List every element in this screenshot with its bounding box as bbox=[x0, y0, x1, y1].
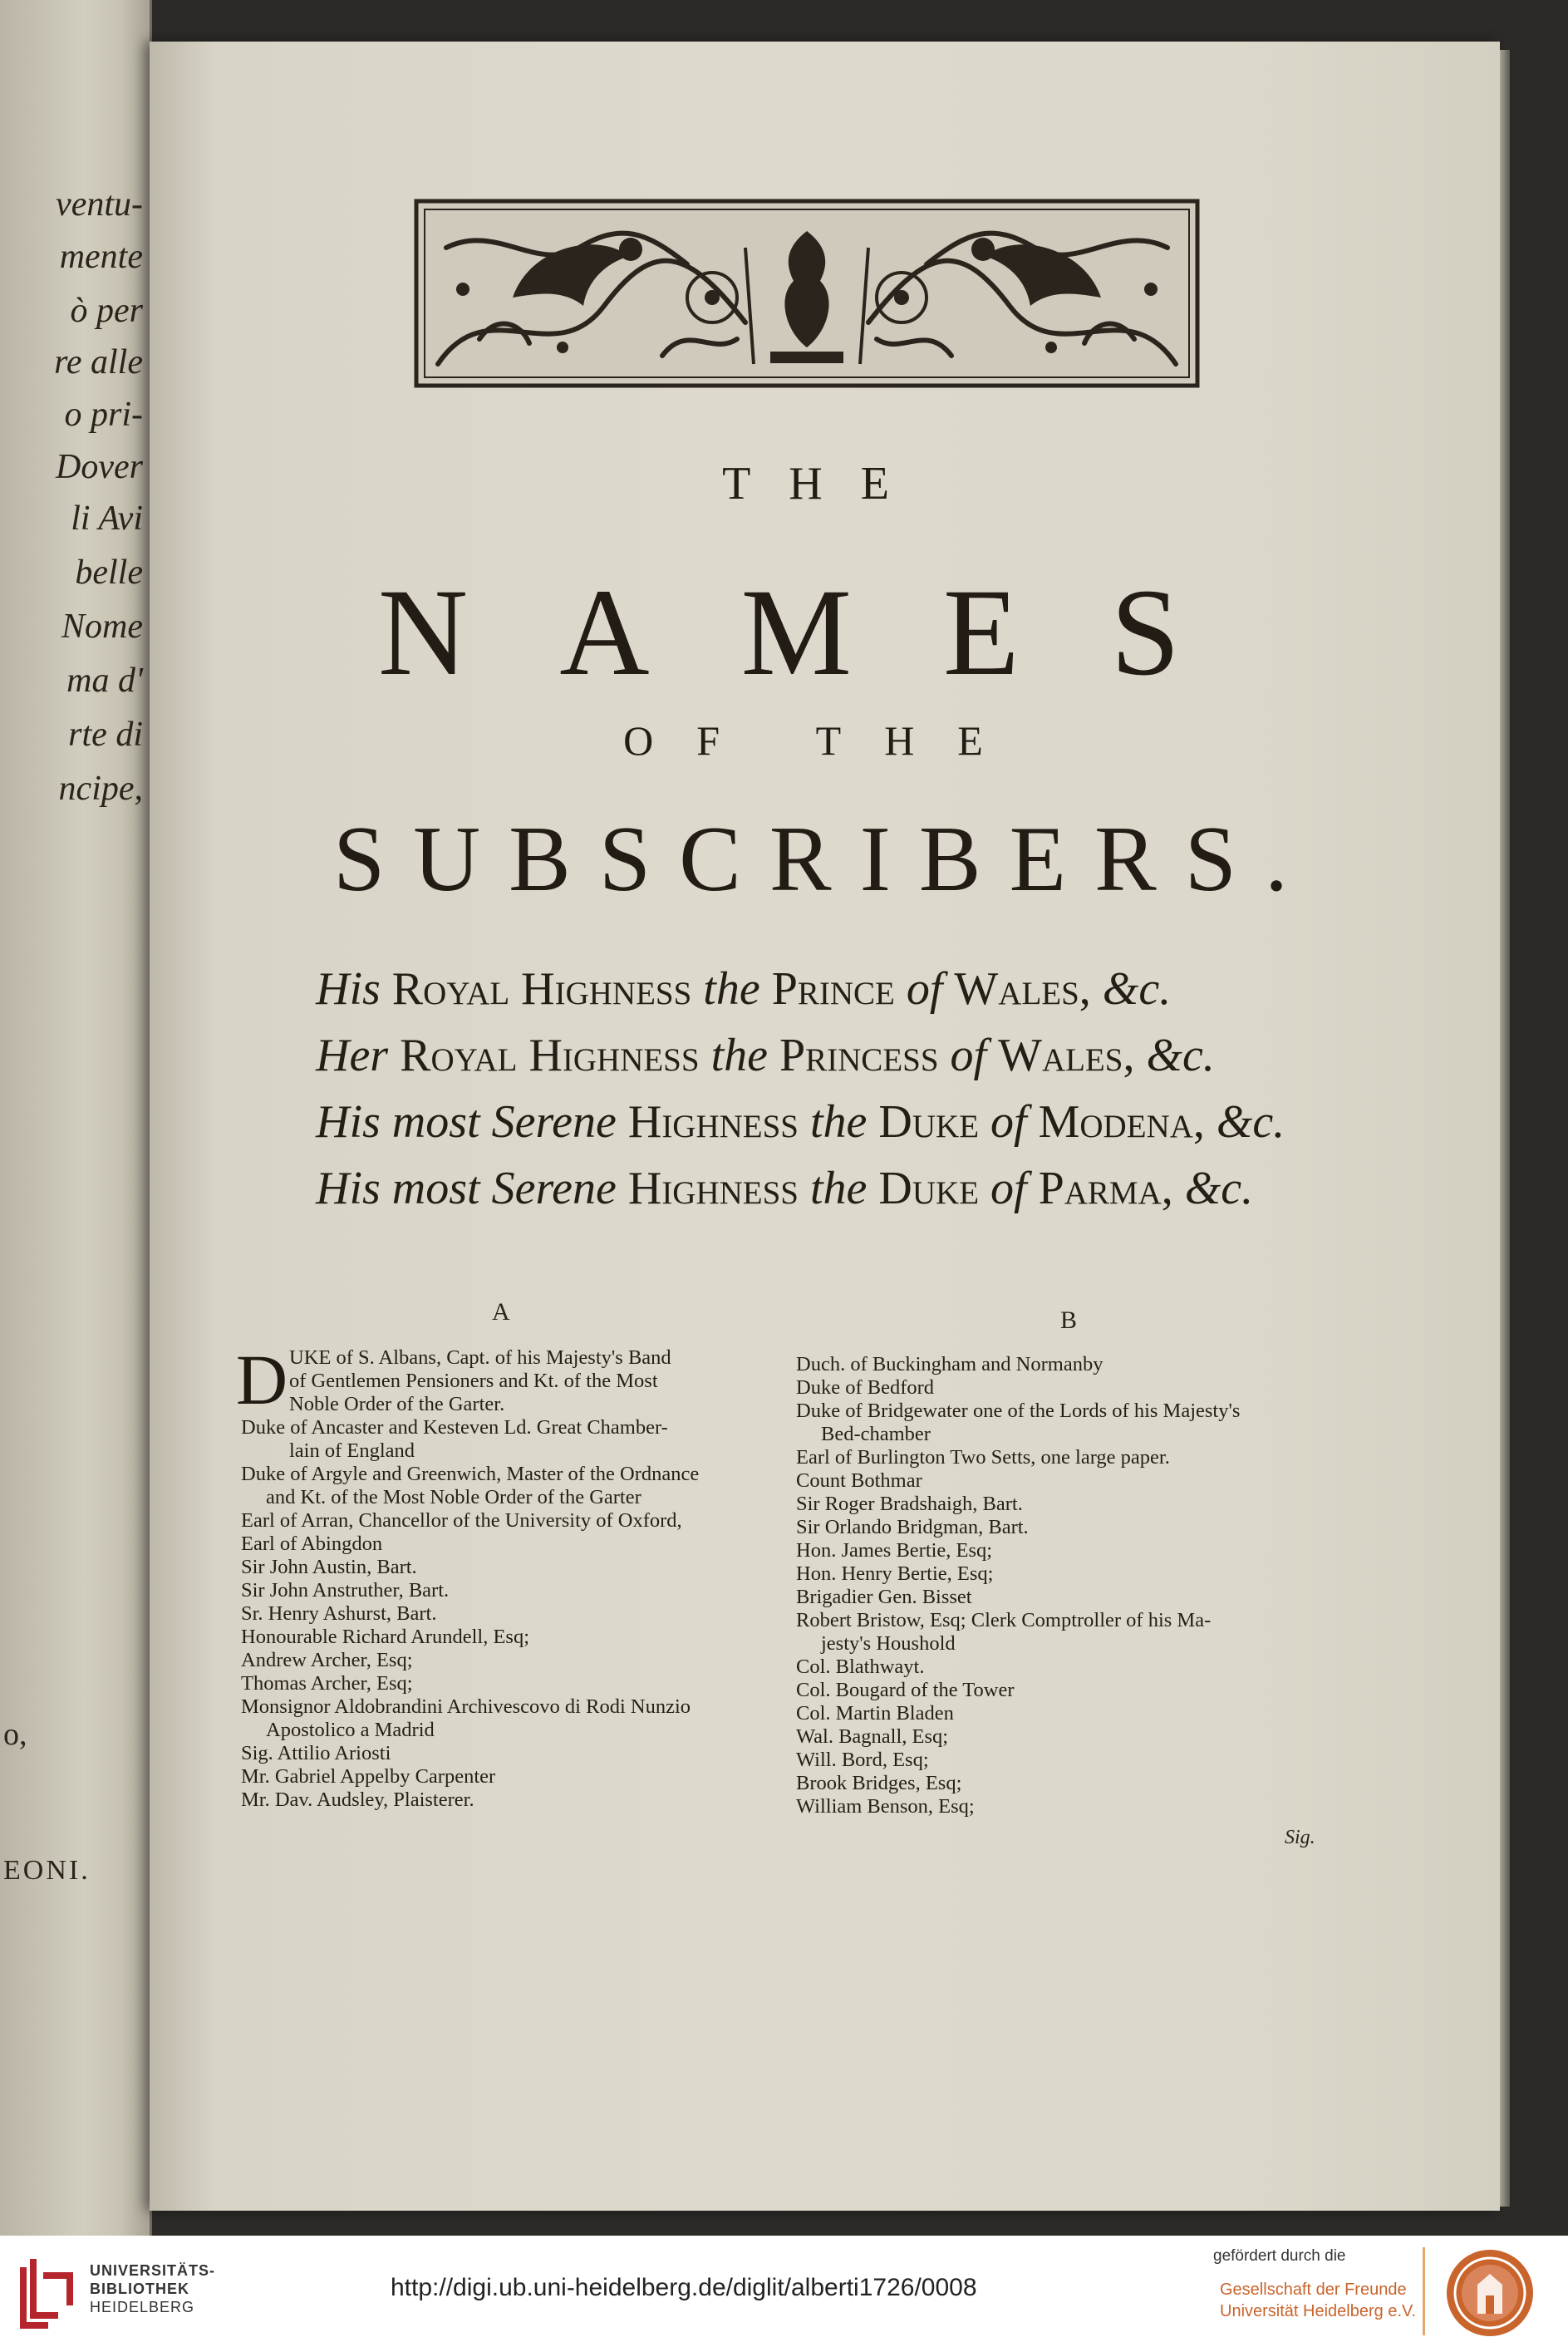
list-item: Sr. Henry Ashurst, Bart. bbox=[241, 1602, 437, 1625]
royal-subscriber: His most Serene Highness the Duke of Modena, &c. bbox=[316, 1096, 1285, 1148]
list-item: Bed-chamber bbox=[821, 1423, 931, 1445]
list-item: Count Bothmar bbox=[796, 1469, 922, 1492]
title-names: NAMES bbox=[377, 563, 1272, 701]
library-name-line: HEIDELBERG bbox=[90, 2299, 195, 2315]
left-page-line: belle bbox=[75, 554, 143, 592]
left-page-line: re alle bbox=[54, 343, 143, 381]
subscribers-column-b bbox=[796, 1353, 1328, 1818]
permalink-url[interactable]: http://digi.ub.uni-heidelberg.de/diglit/alberti1726/0008 bbox=[391, 2274, 977, 2301]
list-item: Andrew Archer, Esq; bbox=[241, 1649, 413, 1671]
list-item: Earl of Arran, Chancellor of the University of Oxford, bbox=[241, 1509, 682, 1532]
list-item: UKE of S. Albans, Capt. of his Majesty's Band bbox=[289, 1346, 671, 1369]
list-item: Wal. Bagnall, Esq; bbox=[796, 1725, 949, 1748]
list-item: Sir Roger Bradshaigh, Bart. bbox=[796, 1493, 1023, 1515]
list-item: Hon. Henry Bertie, Esq; bbox=[796, 1562, 994, 1585]
left-page-line: Dover bbox=[56, 448, 143, 486]
title-subscribers: SUBSCRIBERS. bbox=[333, 808, 1316, 911]
list-item: Hon. James Bertie, Esq; bbox=[796, 1539, 993, 1562]
list-item: Sig. Attilio Ariosti bbox=[241, 1742, 391, 1764]
list-item: Will. Bord, Esq; bbox=[796, 1749, 929, 1771]
royal-subscriber: Her Royal Highness the Princess of Wales, &c. bbox=[316, 1030, 1215, 1081]
list-item: Earl of Burlington Two Setts, one large paper. bbox=[796, 1446, 1170, 1469]
divider bbox=[1423, 2247, 1425, 2335]
title-of-the: OF THE bbox=[623, 717, 1026, 764]
left-page-line: ma d' bbox=[66, 662, 143, 700]
list-item: Robert Bristow, Esq; Clerk Comptroller of his Ma- bbox=[796, 1609, 1212, 1631]
royal-subscriber: His most Serene Highness the Duke of Parma, &c. bbox=[316, 1163, 1254, 1214]
left-page-line: ncipe, bbox=[58, 770, 143, 808]
list-item: Duke of Bridgewater one of the Lords of his Majesty's bbox=[796, 1400, 1241, 1422]
list-item: Col. Blathwayt. bbox=[796, 1656, 925, 1678]
column-heading-a: A bbox=[492, 1298, 510, 1326]
left-page-line: ò per bbox=[70, 292, 143, 330]
list-item: Duke of Bedford bbox=[796, 1376, 935, 1399]
society-name-line: Gesellschaft der Freunde bbox=[1220, 2281, 1407, 2299]
page-edge bbox=[1500, 50, 1510, 2207]
list-item: William Benson, Esq; bbox=[796, 1795, 975, 1818]
library-name-line: BIBLIOTHEK bbox=[90, 2281, 189, 2297]
left-page-line: mente bbox=[59, 238, 143, 276]
ornamental-headpiece bbox=[413, 198, 1201, 389]
society-name-line: Universität Heidelberg e.V. bbox=[1220, 2302, 1417, 2320]
left-page-line: o pri- bbox=[64, 396, 143, 434]
list-item: Sir Orlando Bridgman, Bart. bbox=[796, 1516, 1029, 1538]
list-item: Col. Bougard of the Tower bbox=[796, 1679, 1015, 1701]
list-item: Mr. Dav. Audsley, Plaisterer. bbox=[241, 1789, 474, 1811]
left-page bbox=[0, 0, 152, 2236]
list-item: Earl of Abingdon bbox=[241, 1533, 383, 1555]
royal-subscriber: His Royal Highness the Prince of Wales, &c. bbox=[316, 963, 1172, 1015]
list-item: Duke of Argyle and Greenwich, Master of the Ordnance bbox=[241, 1463, 700, 1485]
left-page-line: ventu- bbox=[56, 185, 143, 224]
list-item: and Kt. of the Most Noble Order of the Garter bbox=[266, 1486, 641, 1508]
catchword: Sig. bbox=[1285, 1827, 1315, 1848]
list-item: jesty's Houshold bbox=[821, 1632, 956, 1655]
left-page-line: EONI. bbox=[3, 1855, 91, 1886]
list-item: Honourable Richard Arundell, Esq; bbox=[241, 1626, 530, 1648]
title-the: THE bbox=[722, 458, 927, 509]
left-page-line: li Avi bbox=[71, 499, 143, 538]
left-page-line: o, bbox=[3, 1717, 27, 1752]
column-heading-b: B bbox=[1060, 1306, 1078, 1334]
list-item: Sir John Austin, Bart. bbox=[241, 1556, 417, 1578]
list-item: Duke of Ancaster and Kesteven Ld. Great Chamber- bbox=[241, 1416, 668, 1439]
library-name-line: UNIVERSITÄTS- bbox=[90, 2262, 216, 2279]
university-library-logo-icon[interactable] bbox=[15, 2251, 80, 2330]
funded-by-label: gefördert durch die bbox=[1213, 2247, 1346, 2265]
list-item: Thomas Archer, Esq; bbox=[241, 1672, 413, 1695]
list-item: Sir John Anstruther, Bart. bbox=[241, 1579, 450, 1602]
list-item: of Gentlemen Pensioners and Kt. of the Most bbox=[289, 1370, 658, 1392]
viewer-footer bbox=[0, 2236, 1568, 2347]
university-seal-icon[interactable] bbox=[1444, 2247, 1536, 2339]
list-item: Col. Martin Bladen bbox=[796, 1702, 954, 1725]
subscribers-column-a bbox=[236, 1340, 773, 1812]
list-item: Apostolico a Madrid bbox=[266, 1719, 435, 1741]
left-page-line: Nome bbox=[61, 608, 143, 646]
list-item: Duch. of Buckingham and Normanby bbox=[796, 1353, 1103, 1375]
left-page-line: rte di bbox=[68, 716, 143, 754]
list-item: Monsignor Aldobrandini Archivescovo di Rodi Nunzio bbox=[241, 1695, 691, 1718]
list-item: Brook Bridges, Esq; bbox=[796, 1772, 962, 1794]
list-item: Mr. Gabriel Appelby Carpenter bbox=[241, 1765, 496, 1788]
list-item: Noble Order of the Garter. bbox=[289, 1393, 505, 1415]
drop-cap: D bbox=[236, 1340, 288, 1420]
list-item: lain of England bbox=[289, 1439, 415, 1462]
list-item: Brigadier Gen. Bisset bbox=[796, 1586, 972, 1608]
